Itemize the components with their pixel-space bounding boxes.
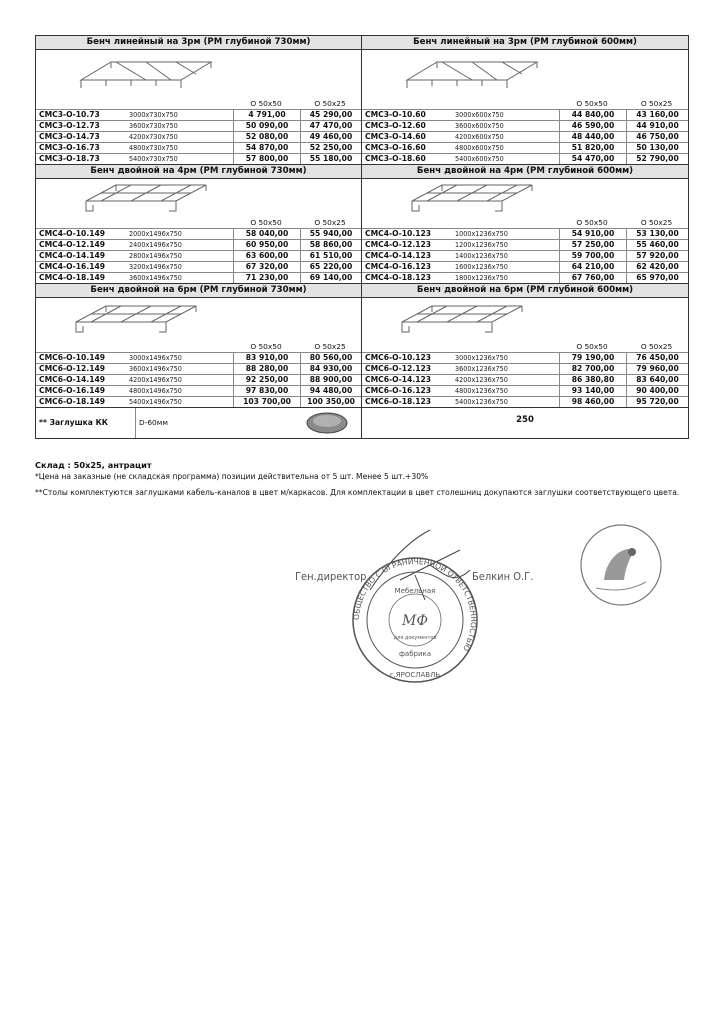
price-50x50: 97 830,00 bbox=[233, 386, 300, 396]
plug-image bbox=[303, 408, 361, 438]
plug-icon bbox=[303, 410, 353, 436]
bench-illustration bbox=[407, 181, 537, 215]
bench-illustration bbox=[81, 181, 211, 215]
signature-title: Ген.директор bbox=[295, 570, 367, 583]
price-50x50: 71 230,00 bbox=[233, 273, 300, 283]
product-dimensions: 4800х1236х750 bbox=[455, 386, 508, 395]
product-dimensions: 5400х1236х750 bbox=[455, 397, 508, 406]
product-code: СМС4-О-18.123 bbox=[365, 273, 432, 282]
section-title: Бенч линейный на 3рм (РМ глубиной 730мм) bbox=[36, 36, 361, 50]
table-row bbox=[362, 153, 688, 164]
bench-illustration bbox=[71, 302, 201, 336]
product-code: СМС3-О-12.73 bbox=[39, 121, 100, 130]
section-title: Бенч линейный на 3рм (РМ глубиной 600мм) bbox=[362, 36, 688, 50]
table-row bbox=[36, 131, 361, 142]
product-code: СМС6-О-12.149 bbox=[39, 364, 106, 373]
table-row bbox=[362, 261, 688, 272]
price-50x25: 58 860,00 bbox=[300, 240, 361, 250]
price-header-50x50: О 50х50 bbox=[250, 218, 282, 227]
price-50x25: 88 900,00 bbox=[300, 375, 361, 385]
price-50x25: 55 180,00 bbox=[300, 154, 361, 164]
product-dimensions: 4200х1496х750 bbox=[129, 375, 182, 384]
price-50x25: 52 790,00 bbox=[626, 154, 688, 164]
product-block bbox=[36, 36, 362, 164]
price-50x25: 50 130,00 bbox=[626, 143, 688, 153]
bench-illustration bbox=[71, 54, 221, 94]
product-dimensions: 3000х1236х750 bbox=[455, 353, 508, 362]
table-row bbox=[362, 385, 688, 396]
product-code: СМС3-О-16.60 bbox=[365, 143, 426, 152]
price-50x50: 60 950,00 bbox=[233, 240, 300, 250]
stamp-mid: для документов bbox=[393, 635, 437, 641]
product-dimensions: 2000х1496х750 bbox=[129, 229, 182, 238]
table-row bbox=[36, 374, 361, 385]
product-code: СМС3-О-18.60 bbox=[365, 154, 426, 163]
table-row bbox=[36, 153, 361, 164]
bench-illustration bbox=[397, 302, 527, 336]
product-code: СМС4-О-16.149 bbox=[39, 262, 106, 271]
table-row bbox=[36, 385, 361, 396]
section-row bbox=[36, 283, 688, 407]
price-header-50x25: О 50х25 bbox=[314, 218, 346, 227]
product-block bbox=[36, 165, 362, 283]
product-dimensions: 3200х1496х750 bbox=[129, 262, 182, 271]
product-code: СМС4-О-10.123 bbox=[365, 229, 432, 238]
product-dimensions: 1800х1236х750 bbox=[455, 273, 508, 282]
product-dimensions: 4800х1496х750 bbox=[129, 386, 182, 395]
table-row bbox=[362, 250, 688, 261]
table-row bbox=[36, 272, 361, 283]
product-dimensions: 3600х1496х750 bbox=[129, 273, 182, 282]
table-row bbox=[36, 120, 361, 131]
price-50x50: 67 760,00 bbox=[559, 273, 626, 283]
price-table bbox=[35, 35, 689, 439]
product-image bbox=[36, 298, 361, 341]
product-code: СМС3-О-12.60 bbox=[365, 121, 426, 130]
price-50x50: 86 380,80 bbox=[559, 375, 626, 385]
price-header-50x25: О 50х25 bbox=[640, 342, 673, 351]
price-header bbox=[362, 217, 688, 228]
product-code: СМС3-О-14.73 bbox=[39, 132, 100, 141]
product-code: СМС4-О-12.123 bbox=[365, 240, 432, 249]
price-50x50: 92 250,00 bbox=[233, 375, 300, 385]
table-row bbox=[362, 352, 688, 363]
table-row bbox=[36, 239, 361, 250]
price-50x25: 61 510,00 bbox=[300, 251, 361, 261]
product-dimensions: 4800х600х750 bbox=[455, 143, 504, 152]
product-dimensions: 3600х600х750 bbox=[455, 121, 504, 130]
price-50x50: 54 910,00 bbox=[559, 229, 626, 239]
price-header-50x50: О 50х50 bbox=[576, 342, 608, 351]
plug-name: ** Заглушка КК bbox=[39, 418, 108, 427]
product-code: СМС3-О-10.73 bbox=[39, 110, 100, 119]
table-row bbox=[362, 272, 688, 283]
order-note: *Цена на заказные (не складская программа) позиции действительна от 5 шт. Менее 5 шт.+30% bbox=[35, 472, 429, 481]
table-row bbox=[36, 261, 361, 272]
price-50x25: 76 450,00 bbox=[626, 353, 688, 363]
product-block bbox=[362, 36, 688, 164]
section-row bbox=[36, 164, 688, 283]
product-dimensions: 3000х730х750 bbox=[129, 110, 178, 119]
product-code: СМС4-О-18.149 bbox=[39, 273, 106, 282]
stock-note: Склад : 50х25, антрацит bbox=[35, 460, 152, 470]
price-50x50: 103 700,00 bbox=[233, 397, 300, 407]
product-code: СМС6-О-18.123 bbox=[365, 397, 432, 406]
price-header-50x25: О 50х25 bbox=[640, 218, 673, 227]
price-50x25: 47 470,00 bbox=[300, 121, 361, 131]
product-image bbox=[36, 179, 361, 217]
price-50x25: 55 460,00 bbox=[626, 240, 688, 250]
product-code: СМС4-О-14.123 bbox=[365, 251, 432, 260]
product-code: СМС6-О-14.149 bbox=[39, 375, 106, 384]
product-dimensions: 3000х600х750 bbox=[455, 110, 504, 119]
price-header-50x25: О 50х25 bbox=[640, 99, 673, 108]
price-50x50: 79 190,00 bbox=[559, 353, 626, 363]
product-dimensions: 4800х730х750 bbox=[129, 143, 178, 152]
product-code: СМС6-О-18.149 bbox=[39, 397, 106, 406]
svg-text:МФ: МФ bbox=[402, 613, 428, 629]
price-50x50: 83 910,00 bbox=[233, 353, 300, 363]
price-header-50x50: О 50х50 bbox=[576, 218, 608, 227]
price-50x25: 49 460,00 bbox=[300, 132, 361, 142]
product-dimensions: 1000х1236х750 bbox=[455, 229, 508, 238]
product-dimensions: 4200х730х750 bbox=[129, 132, 178, 141]
product-code: СМС3-О-18.73 bbox=[39, 154, 100, 163]
plug-dimensions: D-60мм bbox=[135, 408, 303, 438]
product-code: СМС6-О-14.123 bbox=[365, 375, 432, 384]
price-50x25: 44 910,00 bbox=[626, 121, 688, 131]
price-50x25: 83 640,00 bbox=[626, 375, 688, 385]
table-row bbox=[36, 250, 361, 261]
product-code: СМС6-О-10.123 bbox=[365, 353, 432, 362]
price-header bbox=[36, 341, 361, 352]
product-image bbox=[36, 50, 361, 98]
product-dimensions: 3600х1236х750 bbox=[455, 364, 508, 373]
product-dimensions: 3000х1496х750 bbox=[129, 353, 182, 362]
price-50x50: 51 820,00 bbox=[559, 143, 626, 153]
table-row bbox=[36, 142, 361, 153]
plug-info bbox=[36, 408, 362, 438]
product-code: СМС3-О-16.73 bbox=[39, 143, 100, 152]
price-header-50x25: О 50х25 bbox=[314, 342, 346, 351]
price-header-50x50: О 50х50 bbox=[250, 342, 282, 351]
table-row bbox=[36, 396, 361, 407]
price-50x50: 52 080,00 bbox=[233, 132, 300, 142]
price-50x50: 63 600,00 bbox=[233, 251, 300, 261]
product-code: СМС4-О-12.149 bbox=[39, 240, 106, 249]
price-50x25: 52 250,00 bbox=[300, 143, 361, 153]
product-code: СМС6-О-12.123 bbox=[365, 364, 432, 373]
table-row bbox=[36, 228, 361, 239]
price-50x50: 57 250,00 bbox=[559, 240, 626, 250]
product-image bbox=[362, 298, 688, 341]
table-row bbox=[362, 239, 688, 250]
section-title: Бенч двойной на 4рм (РМ глубиной 730мм) bbox=[36, 165, 361, 179]
table-row bbox=[36, 109, 361, 120]
price-50x25: 69 140,00 bbox=[300, 273, 361, 283]
price-header bbox=[36, 217, 361, 228]
product-dimensions: 3600х1496х750 bbox=[129, 364, 182, 373]
price-50x25: 53 130,00 bbox=[626, 229, 688, 239]
price-50x25: 57 920,00 bbox=[626, 251, 688, 261]
price-50x25: 100 350,00 bbox=[300, 397, 361, 407]
product-code: СМС3-О-14.60 bbox=[365, 132, 426, 141]
price-50x25: 65 970,00 bbox=[626, 273, 688, 283]
price-50x50: 54 870,00 bbox=[233, 143, 300, 153]
price-50x50: 48 440,00 bbox=[559, 132, 626, 142]
table-row bbox=[362, 228, 688, 239]
price-50x50: 58 040,00 bbox=[233, 229, 300, 239]
product-code: СМС4-О-14.149 bbox=[39, 251, 106, 260]
price-50x50: 44 840,00 bbox=[559, 110, 626, 120]
price-50x50: 88 280,00 bbox=[233, 364, 300, 374]
plug-row bbox=[36, 407, 688, 438]
product-dimensions: 4200х600х750 bbox=[455, 132, 504, 141]
product-dimensions: 2800х1496х750 bbox=[129, 251, 182, 260]
stamp-top: Мебельная bbox=[394, 587, 436, 595]
signature-name: Белкин О.Г. bbox=[472, 570, 534, 583]
price-50x25: 55 940,00 bbox=[300, 229, 361, 239]
price-50x50: 67 320,00 bbox=[233, 262, 300, 272]
price-50x25: 43 160,00 bbox=[626, 110, 688, 120]
product-code: СМС4-О-10.149 bbox=[39, 229, 106, 238]
table-row bbox=[362, 131, 688, 142]
price-50x50: 59 700,00 bbox=[559, 251, 626, 261]
product-dimensions: 5400х1496х750 bbox=[129, 397, 182, 406]
table-row bbox=[362, 142, 688, 153]
price-50x25: 46 750,00 bbox=[626, 132, 688, 142]
product-dimensions: 1200х1236х750 bbox=[455, 240, 508, 249]
product-image bbox=[362, 50, 688, 98]
price-50x25: 65 220,00 bbox=[300, 262, 361, 272]
logo-seal bbox=[576, 520, 666, 610]
section-title: Бенч двойной на 6рм (РМ глубиной 600мм) bbox=[362, 284, 688, 298]
product-code: СМС3-О-10.60 bbox=[365, 110, 426, 119]
price-header-50x25: О 50х25 bbox=[314, 99, 346, 108]
price-50x50: 82 700,00 bbox=[559, 364, 626, 374]
price-50x50: 46 590,00 bbox=[559, 121, 626, 131]
product-code: СМС6-О-10.149 bbox=[39, 353, 106, 362]
section-title: Бенч двойной на 4рм (РМ глубиной 600мм) bbox=[362, 165, 688, 179]
price-50x25: 62 420,00 bbox=[626, 262, 688, 272]
price-50x50: 93 140,00 bbox=[559, 386, 626, 396]
plug-price: 250 bbox=[516, 415, 534, 425]
stamp-ring-text: ОБЩЕСТВО С ОГРАНИЧЕННОЙ ОТВЕТСТВЕННОСТЬЮ bbox=[351, 556, 479, 653]
price-header bbox=[36, 98, 361, 109]
price-50x25: 90 400,00 bbox=[626, 386, 688, 396]
price-header-50x50: О 50х50 bbox=[576, 99, 608, 108]
price-50x25: 79 960,00 bbox=[626, 364, 688, 374]
price-50x25: 95 720,00 bbox=[626, 397, 688, 407]
product-block bbox=[362, 284, 688, 407]
product-code: СМС6-О-16.123 bbox=[365, 386, 432, 395]
price-50x50: 50 090,00 bbox=[233, 121, 300, 131]
stamp-city: г.ЯРОСЛАВЛЬ bbox=[389, 671, 441, 679]
product-block bbox=[36, 284, 362, 407]
product-dimensions: 4200х1236х750 bbox=[455, 375, 508, 384]
product-image bbox=[362, 179, 688, 217]
notes-block bbox=[35, 459, 695, 499]
product-dimensions: 5400х730х750 bbox=[129, 154, 178, 163]
product-dimensions: 3600х730х750 bbox=[129, 121, 178, 130]
table-row bbox=[36, 363, 361, 374]
product-block bbox=[362, 165, 688, 283]
product-dimensions: 2400х1496х750 bbox=[129, 240, 182, 249]
stamp-bottom: фабрика bbox=[398, 650, 432, 658]
price-50x50: 57 800,00 bbox=[233, 154, 300, 164]
plugs-note: **Столы комплектуются заглушками кабель-каналов в цвет м/каркасов. Для комплектации в цвет столешниц докупаются заглушки соответствующего цвета. bbox=[35, 488, 680, 497]
table-row bbox=[362, 363, 688, 374]
company-stamp bbox=[340, 555, 490, 685]
table-row bbox=[362, 120, 688, 131]
price-header bbox=[362, 98, 688, 109]
price-50x50: 64 210,00 bbox=[559, 262, 626, 272]
section-title: Бенч двойной на 6рм (РМ глубиной 730мм) bbox=[36, 284, 361, 298]
product-dimensions: 5400х600х750 bbox=[455, 154, 504, 163]
product-code: СМС6-О-16.149 bbox=[39, 386, 106, 395]
price-50x25: 80 560,00 bbox=[300, 353, 361, 363]
table-row bbox=[362, 109, 688, 120]
price-50x50: 4 791,00 bbox=[233, 110, 300, 120]
price-50x25: 45 290,00 bbox=[300, 110, 361, 120]
table-row bbox=[36, 352, 361, 363]
price-header-50x50: О 50х50 bbox=[250, 99, 282, 108]
price-50x25: 84 930,00 bbox=[300, 364, 361, 374]
price-50x25: 94 480,00 bbox=[300, 386, 361, 396]
bench-illustration bbox=[397, 54, 547, 94]
price-50x50: 54 470,00 bbox=[559, 154, 626, 164]
section-row bbox=[36, 36, 688, 164]
table-row bbox=[362, 396, 688, 407]
product-dimensions: 1600х1236х750 bbox=[455, 262, 508, 271]
product-dimensions: 1400х1236х750 bbox=[455, 251, 508, 260]
price-header bbox=[362, 341, 688, 352]
table-row bbox=[362, 374, 688, 385]
product-code: СМС4-О-16.123 bbox=[365, 262, 432, 271]
price-50x50: 98 460,00 bbox=[559, 397, 626, 407]
